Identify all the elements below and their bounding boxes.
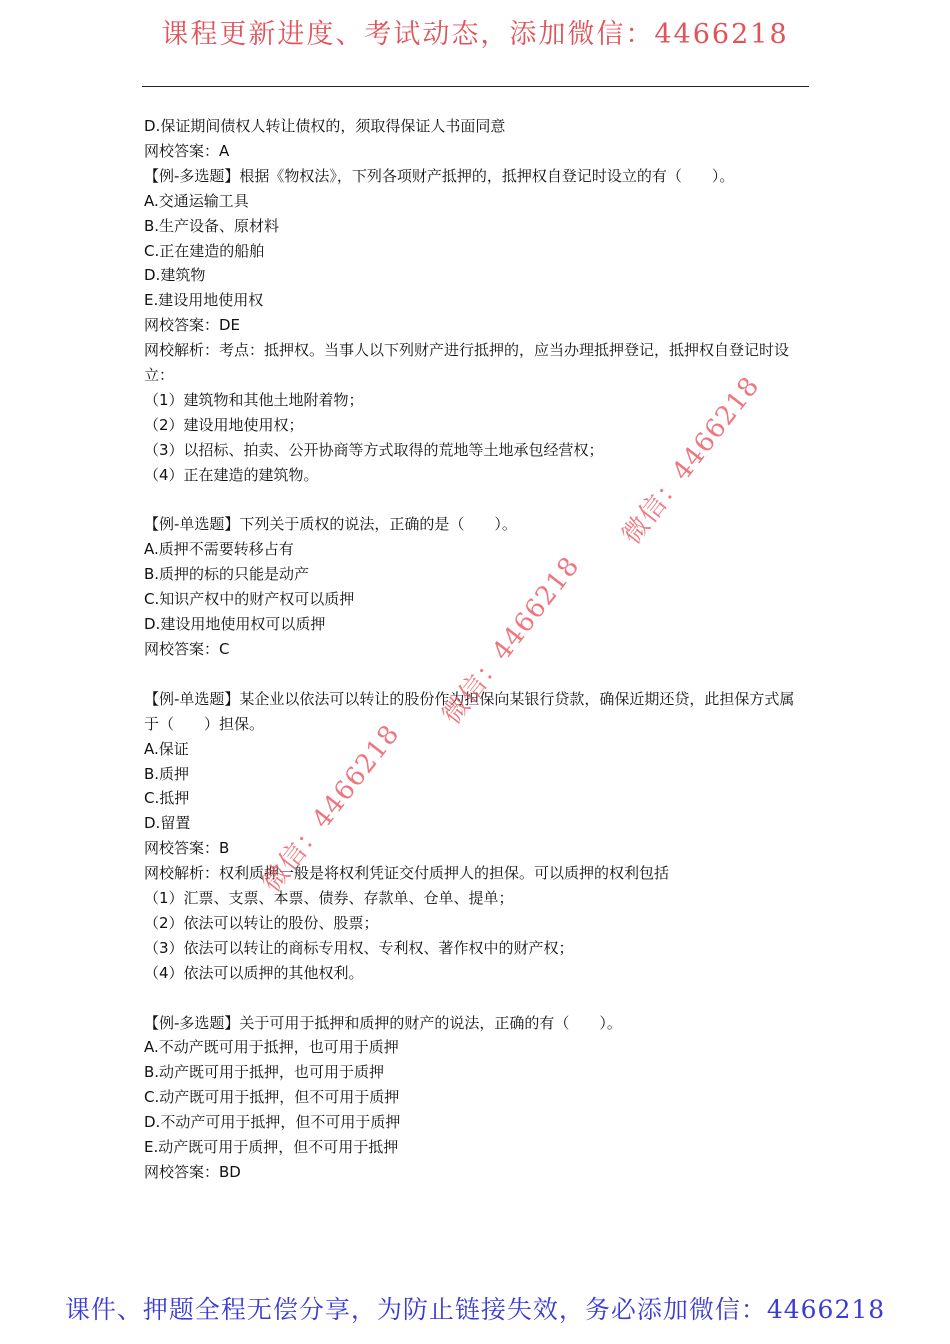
spacer <box>144 986 808 1011</box>
text-line: （4）依法可以质押的其他权利。 <box>144 963 364 982</box>
text-line: 【例-单选题】下列关于质权的说法，正确的是（ ）。 <box>144 515 517 534</box>
text-line: （1）建筑物和其他土地附着物； <box>144 390 364 409</box>
watermark: 微信：4466218 <box>256 719 406 899</box>
text-line: A.不动产既可用于抵押，也可用于质押 <box>144 1038 399 1057</box>
text-line: 【例-多选题】关于可用于抵押和质押的财产的说法，正确的有（ ）。 <box>144 1013 622 1032</box>
text-line: A.保证 <box>144 739 189 758</box>
text-line: （3）以招标、拍卖、公开协商等方式取得的荒地等土地承包经营权； <box>144 440 604 459</box>
text-line: D.建设用地使用权可以质押 <box>144 615 326 634</box>
text-line: D.不动产可用于抵押，但不可用于质押 <box>144 1113 401 1132</box>
watermark: 微信：4466218 <box>436 551 586 731</box>
text-line: D.保证期间债权人转让债权的，须取得保证人书面同意 <box>144 117 506 135</box>
page-footer: 课件、押题全程无偿分享，为防止链接失效，务必添加微信：4466218 <box>64 1295 886 1324</box>
text-line: 【例-多选题】根据《物权法》，下列各项财产抵押的，抵押权自登记时设立的有（ ）。 <box>144 166 735 185</box>
text-line: B.生产设备、原材料 <box>144 216 280 235</box>
text-line: B.质押 <box>144 764 190 783</box>
text-line: D.建筑物 <box>144 266 206 285</box>
text-line: 网校解析：权利质押一般是将权利凭证交付质押人的担保。可以质押的权利包括 <box>144 864 670 883</box>
text-line: C.动产既可用于抵押，但不可用于质押 <box>144 1088 400 1107</box>
text-line: C.正在建造的船舶 <box>144 241 265 260</box>
text-line: 网校解析：考点：抵押权。当事人以下列财产进行抵押的，应当办理抵押登记，抵押权自登记时设立： <box>144 341 790 385</box>
text-line: C.抵押 <box>144 789 190 808</box>
text-line: E.动产既可用于质押，但不可用于抵押 <box>144 1138 399 1157</box>
text-line: （3）依法可以转让的商标专用权、专利权、著作权中的财产权； <box>144 938 574 957</box>
text-line: 网校答案：C <box>144 640 230 659</box>
text-line: （4）正在建造的建筑物。 <box>144 465 319 484</box>
text-line: 网校答案：A <box>144 141 230 160</box>
text-line: （2）建设用地使用权； <box>144 415 304 434</box>
spacer <box>144 488 808 513</box>
header-divider <box>142 86 809 87</box>
text-line: D.留置 <box>144 814 191 833</box>
text-line: B.质押的标的只能是动产 <box>144 565 310 584</box>
text-line: （1）汇票、支票、本票、债券、存款单、仓单、提单； <box>144 889 514 908</box>
text-line: 网校答案：DE <box>144 316 241 335</box>
page-header: 课程更新进度、考试动态，添加微信：4466218 <box>161 19 789 50</box>
text-line: 【例-单选题】某企业以依法可以转让的股份作为担保向某银行贷款，确保近期还贷，此担保方式属于（ ）担保。 <box>144 689 795 733</box>
text-line: A.交通运输工具 <box>144 191 249 210</box>
text-line: 网校答案：BD <box>144 1163 241 1182</box>
text-line: 网校答案：B <box>144 839 230 858</box>
watermark: 微信：4466218 <box>616 371 766 551</box>
text-line: （2）依法可以转让的股份、股票； <box>144 913 379 932</box>
text-line: E.建设用地使用权 <box>144 291 264 310</box>
text-line: A.质押不需要转移占有 <box>144 540 294 559</box>
text-line: B.动产既可用于抵押，也可用于质押 <box>144 1063 385 1082</box>
text-line: C.知识产权中的财产权可以质押 <box>144 590 355 609</box>
